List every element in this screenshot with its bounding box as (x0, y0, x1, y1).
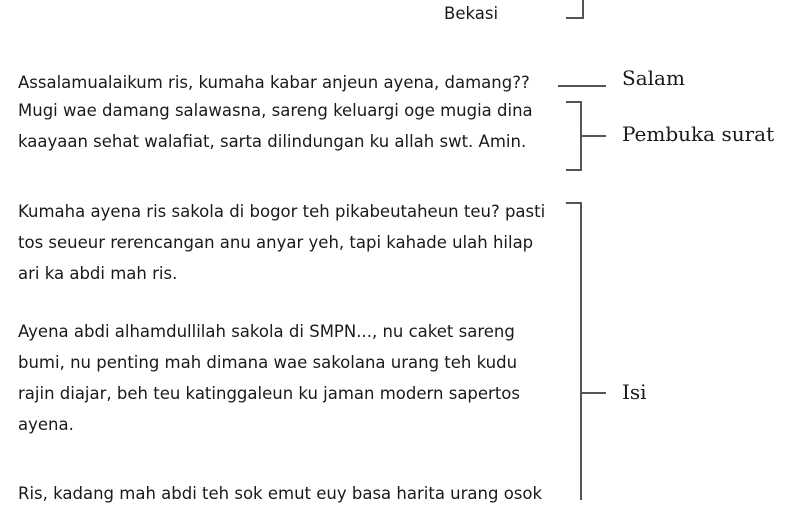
letter-opening-line-2: kaayaan sehat walafiat, sarta dilindungan ku allah swt. Amin. (18, 132, 527, 151)
isi-bracket-vertical (580, 202, 582, 500)
letter-place: Bekasi (444, 4, 499, 23)
body-p2-line-4: ayena. (18, 415, 74, 434)
body-p1-line-3: ari ka abdi mah ris. (18, 264, 178, 283)
pembuka-label: Pembuka surat (622, 122, 775, 146)
heading-bracket-vertical (582, 0, 584, 18)
isi-connector-line (582, 392, 606, 394)
letter-greeting: Assalamualaikum ris, kumaha kabar anjeun ayena, damang?? (18, 73, 530, 92)
body-p2-line-2: bumi, nu penting mah dimana wae sakolana urang teh kudu (18, 353, 518, 372)
body-p2-line-1: Ayena abdi alhamdullilah sakola di SMPN..., nu caket sareng (18, 322, 515, 341)
letter-opening-line-1: Mugi wae damang salawasna, sareng keluargi oge mugia dina (18, 101, 533, 120)
body-p1-line-1: Kumaha ayena ris sakola di bogor teh pikabeutaheun teu? pasti (18, 202, 546, 221)
body-p3-line-1: Ris, kadang mah abdi teh sok emut euy basa harita urang osok (18, 484, 543, 503)
pembuka-connector-line (582, 135, 606, 137)
body-p1-line-2: tos seueur rerencangan anu anyar yeh, tapi kahade ulah hilap (18, 233, 534, 252)
body-p2-line-3: rajin diajar, beh teu katinggaleun ku jaman modern sapertos (18, 384, 520, 403)
pembuka-bracket-bottom (566, 169, 582, 171)
isi-label: Isi (622, 380, 647, 404)
salam-connector-line (558, 85, 606, 87)
heading-bracket-foot (566, 17, 584, 19)
salam-label: Salam (622, 66, 685, 90)
